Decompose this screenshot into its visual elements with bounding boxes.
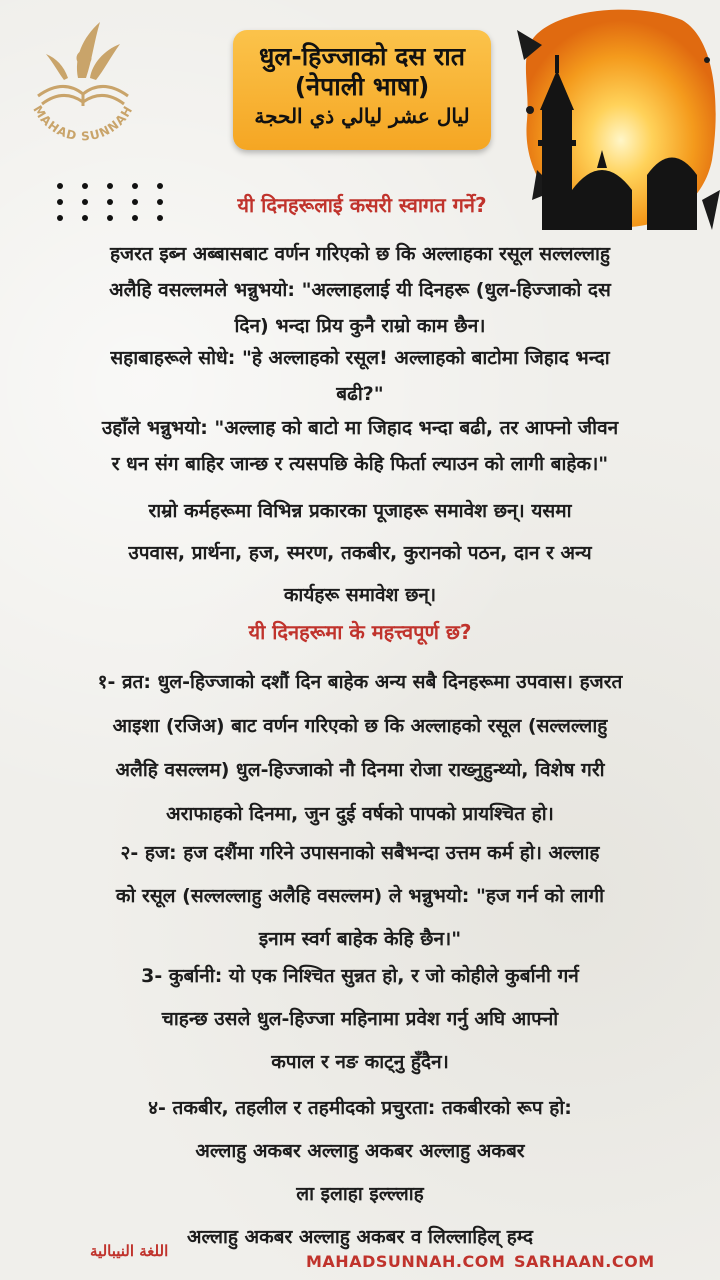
text-line: र धन संग बाहिर जान्छ र त्यसपछि केहि फिर्ता ल्याउन को लागी बाहेक।" xyxy=(111,453,609,475)
paragraph-takbir xyxy=(24,1087,696,1259)
text-line: बढी?" xyxy=(336,383,384,405)
text-line: 3- कुर्बानी: यो एक निश्चित सुन्नत हो, र जो कोहीले कुर्बानी गर्न xyxy=(141,965,579,987)
heading-how-to-welcome: यी दिनहरूलाई कसरी स्वागत गर्ने? xyxy=(237,193,487,217)
svg-text:MAHAD SUNNAH xyxy=(30,103,135,144)
text-line: को रसूल (सल्लल्लाहु अलैहि वसल्लम) ले भन्नुभयो: "हज गर्न को लागी xyxy=(115,885,605,907)
text-line: राम्रो कर्महरूमा विभिन्न प्रकारका पूजाहरू समावेश छन्। यसमा xyxy=(148,500,572,522)
text-line: दिन) भन्दा प्रिय कुनै राम्रो काम छैन। xyxy=(234,315,486,337)
text-line: अलैहि वसल्लम) धुल-हिज्जाको नौ दिनमा रोजा राख्नुहुन्थ्यो, विशेष गरी xyxy=(115,759,605,781)
text-line: अल्लाहु अकबर अल्लाहु अकबर अल्लाहु अकबर xyxy=(195,1140,525,1162)
text-line: कपाल र नङ काट्नु हुँदैन। xyxy=(271,1051,449,1073)
footer-link-sarhaan[interactable]: SARHAAN.COM xyxy=(514,1252,655,1271)
text-line: उहाँले भन्नुभयो: "अल्लाह को बाटो मा जिहाद भन्दा बढी, तर आफ्नो जीवन xyxy=(101,417,619,439)
text-line: कार्यहरू समावेश छन्। xyxy=(283,584,437,606)
paragraph-qurbani xyxy=(24,955,696,1084)
text-line: हजरत इब्न अब्बासबाट वर्णन गरिएको छ कि अल्लाहका रसूल सल्लल्लाहु xyxy=(109,243,611,265)
text-line: ला इलाहा इल्ल्लाह xyxy=(296,1183,424,1205)
text-line: अराफाहको दिनमा, जुन दुई वर्षको पापको प्रायश्चित हो। xyxy=(166,803,554,825)
paragraph-prophet-replied xyxy=(24,410,696,482)
text-line: आइशा (रजिअ) बाट वर्णन गरिएको छ कि अल्लाहको रसूल (सल्लल्लाहु xyxy=(112,715,608,737)
paragraph-good-deeds xyxy=(24,490,696,616)
paragraph-fasting xyxy=(24,660,696,836)
text-line: अलैहि वसल्लमले भन्नुभयो: "अल्लाहलाई यी दिनहरू (धुल-हिज्जाको दस xyxy=(109,279,611,301)
title-line1: धुल-हिज्जाको दस रात xyxy=(259,42,465,71)
text-line: सहाबाहरूले सोधे: "हे अल्लाहको रसूल! अल्लाहको बाटोमा जिहाद भन्दा xyxy=(110,347,610,369)
text-line: ४- तकबीर, तहलील र तहमीदको प्रचुरता: तकबीरको रूप हो: xyxy=(148,1097,572,1119)
text-line: चाहन्छ उसले धुल-हिज्जा महिनामा प्रवेश गर्नु अघि आफ्नो xyxy=(161,1008,559,1030)
text-line: उपवास, प्रार्थना, हज, स्मरण, तकबीर, कुरानको पठन, दान र अन्य xyxy=(128,542,592,564)
paragraph-hajj xyxy=(24,832,696,961)
text-line: १- व्रत: धुल-हिज्जाको दशौं दिन बाहेक अन्य सबै दिनहरूमा उपवास। हजरत xyxy=(97,671,623,693)
title-line3-arabic: ليال عشر ليالي ذي الحجة xyxy=(254,104,470,128)
title-box xyxy=(233,30,491,150)
text-line: २- हज: हज दशैंमा गरिने उपासनाको सबैभन्दा उत्तम कर्म हो। अल्लाह xyxy=(120,842,600,864)
decorative-dots xyxy=(54,182,172,222)
text-line: इनाम स्वर्ग बाहेक केहि छैन।" xyxy=(258,928,462,950)
footer-arabic-label: اللغة النيبالية xyxy=(90,1242,169,1260)
text-line: अल्लाहु अकबर अल्लाहु अकबर व लिल्लाहिल् हम्द xyxy=(186,1226,534,1248)
mahad-sunnah-logo xyxy=(8,8,158,158)
mosque-sunset-illustration xyxy=(512,0,720,240)
heading-what-is-important: यी दिनहरूमा के महत्त्वपूर्ण छ? xyxy=(248,620,472,644)
paragraph-hadith-ibn-abbas xyxy=(24,236,696,344)
logo-text: MAHAD SUNNAH xyxy=(30,102,136,144)
footer-link-mahadsunnah[interactable]: MAHADSUNNAH.COM xyxy=(306,1252,506,1271)
title-line2: (नेपाली भाषा) xyxy=(294,72,430,101)
paragraph-companions-asked xyxy=(24,340,696,412)
